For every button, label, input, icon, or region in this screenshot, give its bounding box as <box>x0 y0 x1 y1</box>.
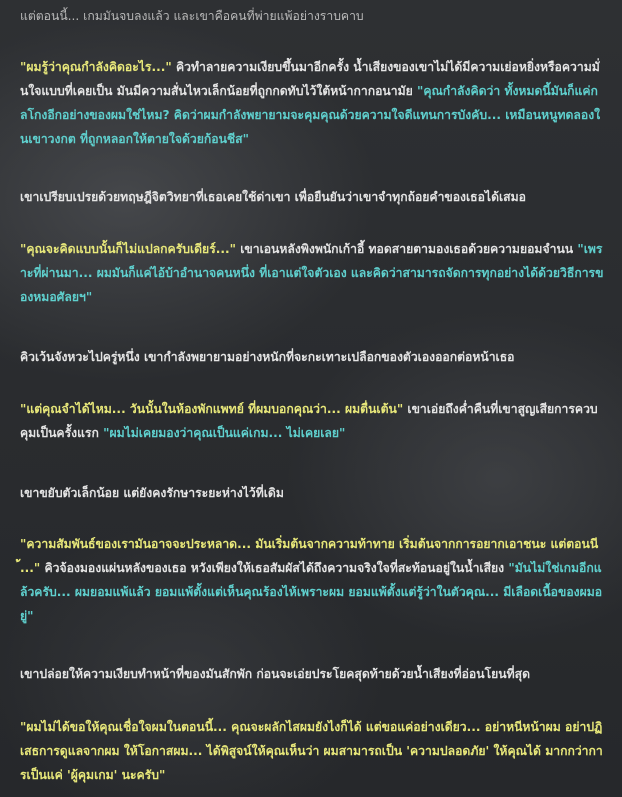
dialogue-cyan: "คุณกำลังคิดว่า ทั้งหมดนี้มันก็แค่กลโกงอีกอย่างของผมใช่ไหม? คิดว่าผมกำลังพยายามจะคุมคุณด้วยความใจดีแทนการบังคับ... เหมือนหนูทดลองในเขาวงกต ที่ถูกหลอกให้ตายใจด้วยก้อนชีส" <box>20 84 601 146</box>
narration: คิวจ้องมองแผ่นหลังของเธอ หวังเพียงให้เธอสัมผัสได้ถึงความจริงใจที่สะท้อนอยู่ในน้ำเสียง <box>40 561 509 575</box>
paragraph-2 <box>20 185 604 209</box>
paragraph-5 <box>20 397 604 445</box>
dialogue-cyan: "เพราะที่ผ่านมา... ผมมันก็แค่ไอ้บ้าอำนาจคนหนึ่ง ที่เอาแต่ใจตัวเอง และคิดว่าสามารถจัดการทุกอย่างได้ด้วยวิธีการของหมอศัลยฯ" <box>20 242 604 304</box>
paragraph-3 <box>20 237 604 309</box>
dialogue-yellow: "ผมรู้ว่าคุณกำลังคิดอะไร..." <box>20 60 172 74</box>
paragraph-8 <box>20 662 604 686</box>
opening-line <box>20 4 604 28</box>
paragraph-1 <box>20 55 604 151</box>
dialogue-yellow: "ผมไม่ได้ขอให้คุณเชื่อใจผมในตอนนี้... คุณจะผลักไสผมยังไงก็ได้ แต่ขอแค่อย่างเดียว... อย่าหนีหน้าผม อย่าปฏิเสธการดูแลจากผม ให้โอกาสผม... ได้พิสูจน์ให้คุณเห็นว่า ผมสามารถเป็น 'ความปลอดภัย' ให้คุณได้ มากกว่าการเป็นแค่ 'ผู้คุมเกม' นะครับ" <box>20 720 603 782</box>
dialogue-cyan: "ผมไม่เคยมองว่าคุณเป็นแค่เกม... ไม่เคยเลย" <box>103 426 346 440</box>
paragraph-4 <box>20 345 604 369</box>
dialogue-yellow: "ความสัมพันธ์ของเรามันอาจจะประหลาด... มันเริ่มต้นจากความท้าทาย เริ่มต้นจากการอยากเอาชนะ แต่ตอนนี้..." <box>20 537 599 575</box>
narration: เขาเอนหลังพิงพนักเก้าอี้ ทอดสายตามองเธอด้วยความยอมจำนน <box>235 242 578 256</box>
paragraph-9 <box>20 715 604 787</box>
paragraph-6 <box>20 481 604 505</box>
narration: เขาปล่อยให้ความเงียบทำหน้าที่ของมันสักพัก ก่อนจะเอ่ยประโยคสุดท้ายด้วยน้ำเสียงที่อ่อนโยนที่สุด <box>20 667 530 681</box>
narration: คิวทำลายความเงียบขึ้นมาอีกครั้ง น้ำเสียงของเขาไม่ได้มีความเย่อหยิ่งหรือความมั่นใจแบบที่เคยเป็น มันมีความสั่นไหวเล็กน้อยที่ถูกกดทับไว้ใต้หน้ากากอนามัย <box>20 60 600 98</box>
dialogue-cyan: "มันไม่ใช่เกมอีกแล้วครับ... ผมยอมแพ้แล้ว ยอมแพ้ตั้งแต่เห็นคุณร้องไห้เพราะผม ยอมแพ้ตั้งแต่รู้ว่าในตัวคุณ... มีเลือดเนื้อของผมอยู่" <box>20 561 603 623</box>
paragraph-7 <box>20 532 604 628</box>
narration: เขาเอ่ยถึงค่ำคืนที่เขาสูญเสียการควบคุมเป็นครั้งแรก <box>20 402 598 440</box>
dialogue-yellow: "คุณจะคิดแบบนั้นก็ไม่แปลกครับเดียร์..." <box>20 242 236 256</box>
narration: คิวเว้นจังหวะไปครู่หนึ่ง เขากำลังพยายามอย่างหนักที่จะกะเทาะเปลือกของตัวเองออกต่อหน้าเธอ <box>20 350 515 364</box>
narration: เขาเปรียบเปรยด้วยทฤษฎีจิตวิทยาที่เธอเคยใช้ด่าเขา เพื่อยืนยันว่าเขาจำทุกถ้อยคำของเธอได้เสมอ <box>20 190 526 204</box>
dialogue-yellow: "แต่คุณจำได้ไหม... วันนั้นในห้องพักแพทย์ ที่ผมบอกคุณว่า... ผมตื่นเต้น" <box>20 402 404 416</box>
intro-text: แต่ตอนนี้... เกมมันจบลงแล้ว และเขาคือคนที่พ่ายแพ้อย่างราบคาบ <box>20 9 364 23</box>
narration: เขาขยับตัวเล็กน้อย แต่ยังคงรักษาระยะห่างไว้ที่เดิม <box>20 486 284 500</box>
